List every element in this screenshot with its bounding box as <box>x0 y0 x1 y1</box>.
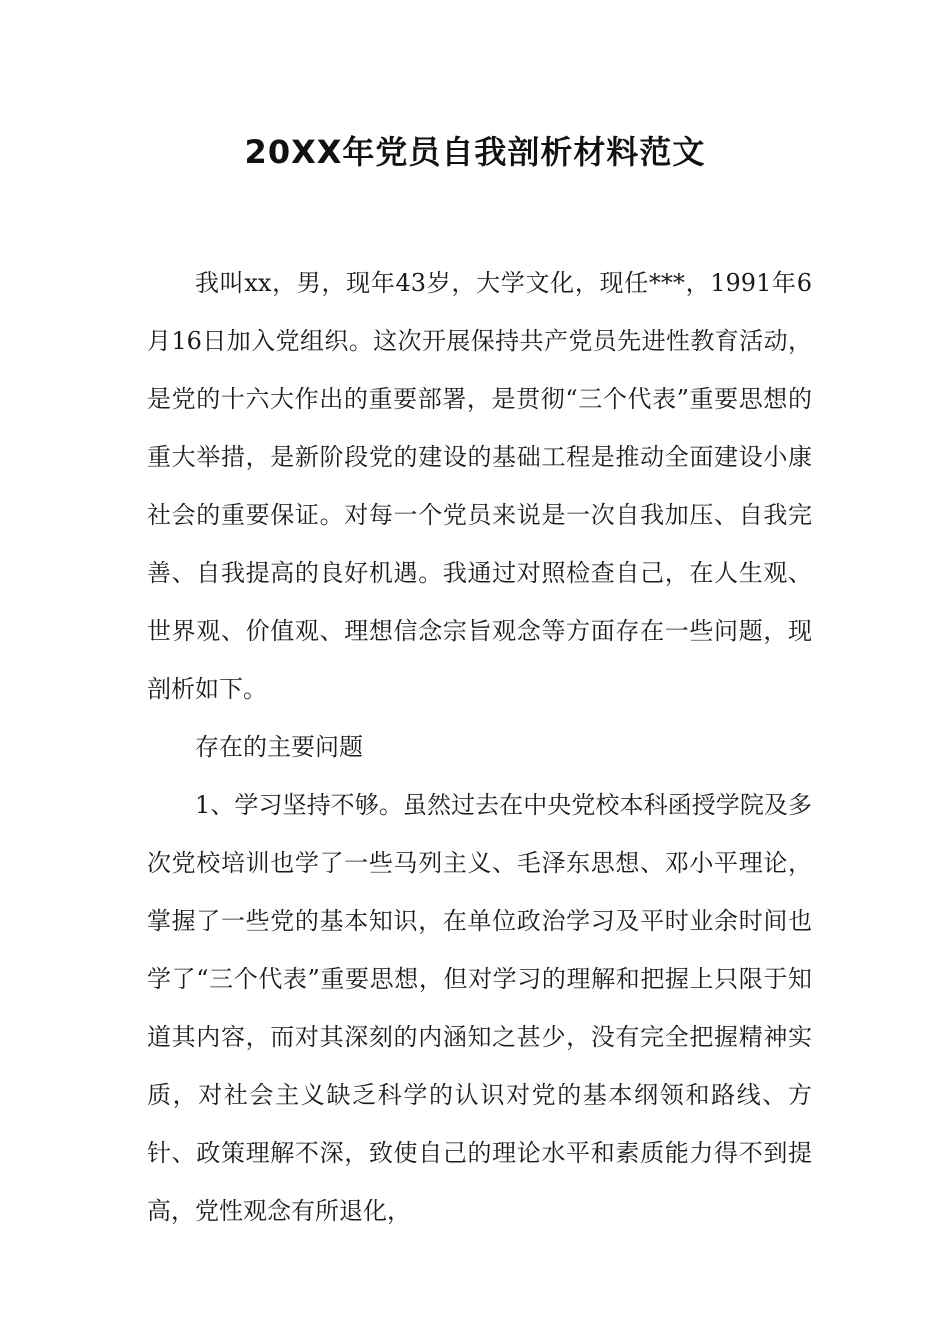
document-body <box>147 254 812 1240</box>
paragraph-section-heading: 存在的主要问题 <box>195 733 363 761</box>
document-title: 20XX年党员自我剖析材料范文 <box>244 133 706 171</box>
paragraph-intro: 我叫xx，男，现年43岁，大学文化，现任***，1991年6月16日加入党组织。这次开展保持共产党员先进性教育活动，是党的十六大作出的重要部署，是贯彻“三个代表”重要思想的重大举措，是新阶段党的建设的基础工程是推动全面建设小康社会的重要保证。对每一个党员来说是一次自我加压、自我完善、自我提高的良好机遇。我通过对照检查自己，在人生观、世界观、价值观、理想信念宗旨观念等方面存在一些问题，现剖析如下。 <box>147 269 812 703</box>
paragraph-problem-1: 1、学习坚持不够。虽然过去在中央党校本科函授学院及多次党校培训也学了一些马列主义、毛泽东思想、邓小平理论，掌握了一些党的基本知识，在单位政治学习及平时业余时间也学了“三个代表”重要思想，但对学习的理解和把握上只限于知道其内容，而对其深刻的内涵知之甚少，没有完全把握精神实质，对社会主义缺乏科学的认识对党的基本纲领和路线、方针、政策理解不深，致使自己的理论水平和素质能力得不到提高，党性观念有所退化， <box>147 791 812 1225</box>
